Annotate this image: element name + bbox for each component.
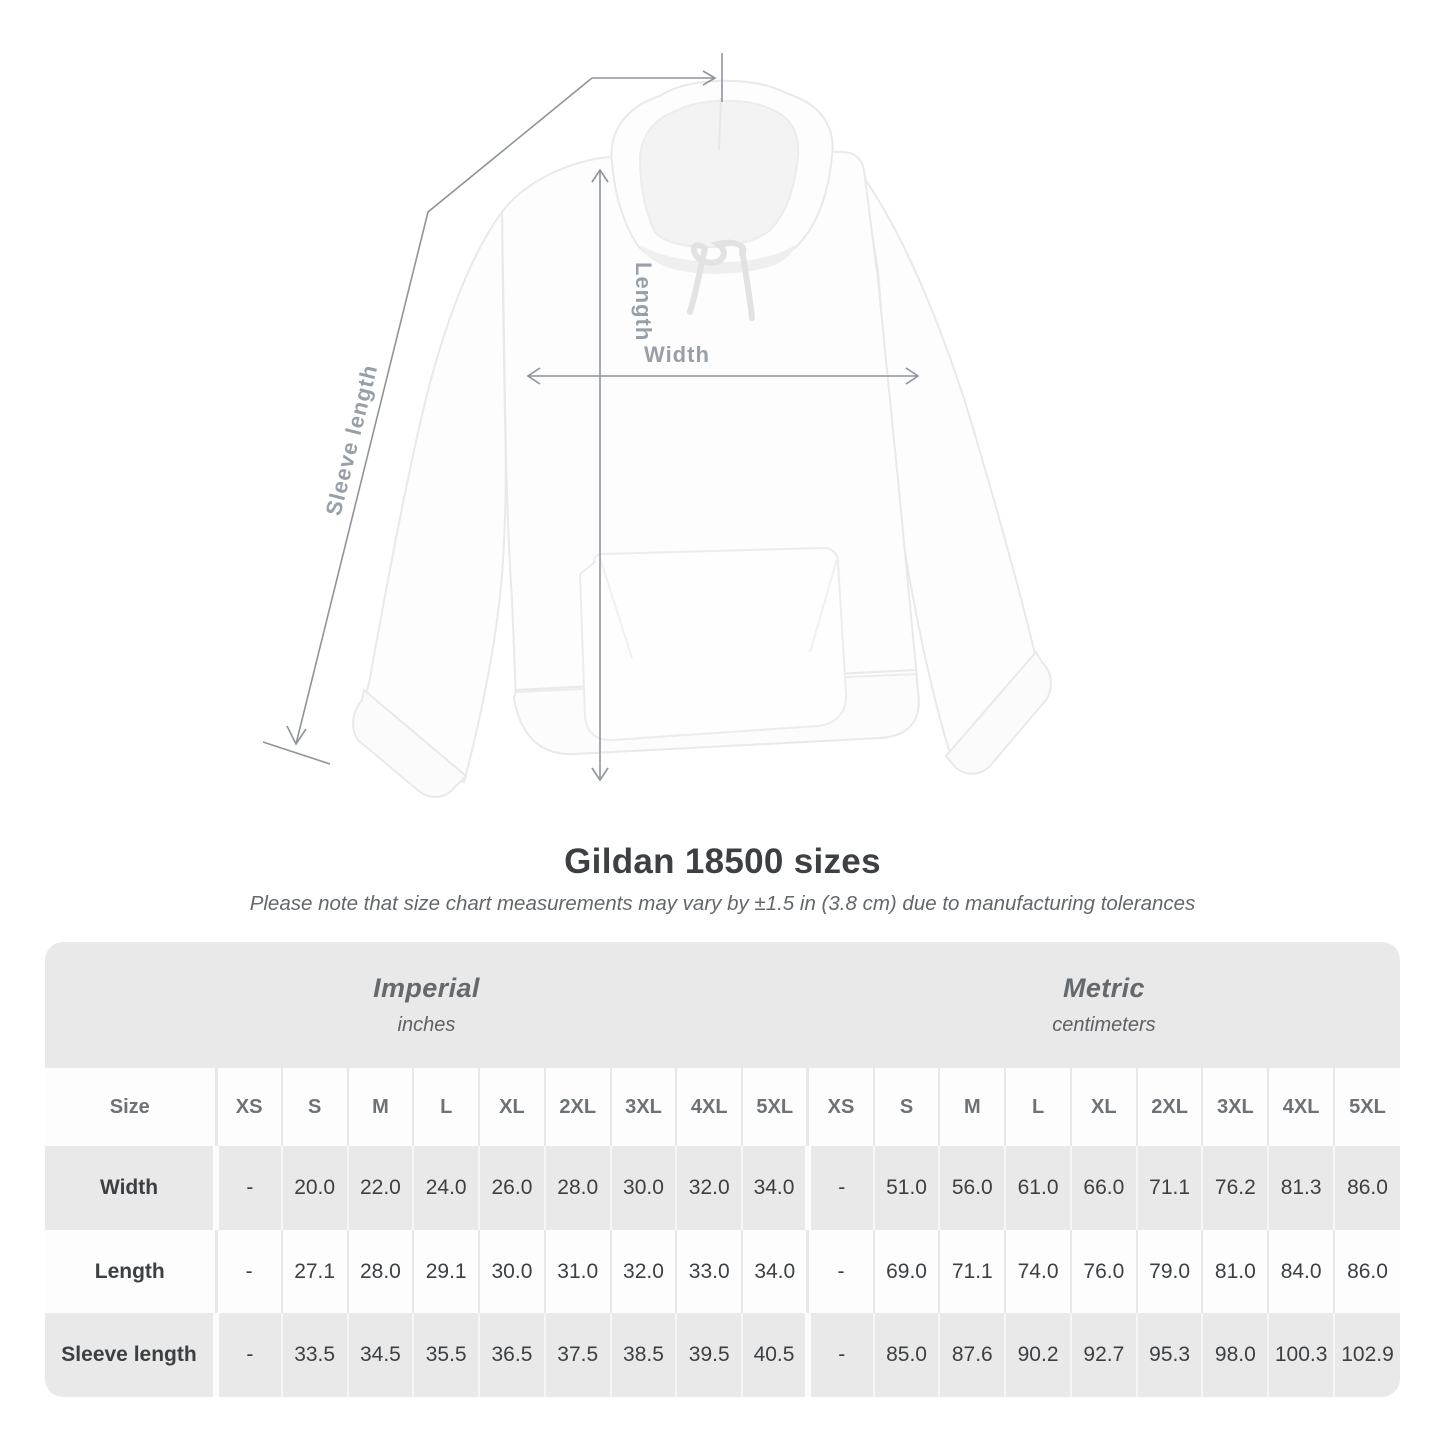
metric-value-cell: 71.1	[1137, 1146, 1203, 1230]
width-row	[45, 1146, 1400, 1230]
metric-value-cell: 98.0	[1202, 1313, 1268, 1397]
metric-value-cell: 100.3	[1268, 1313, 1334, 1397]
imperial-value-cell: -	[216, 1313, 282, 1397]
imperial-size-col-3xl: 3XL	[611, 1068, 677, 1146]
imperial-value-cell: 33.0	[676, 1230, 742, 1313]
size-table-grid	[45, 942, 1400, 1397]
imperial-value-cell: -	[216, 1146, 282, 1230]
metric-value-cell: 81.3	[1268, 1146, 1334, 1230]
imperial-group-header	[45, 942, 808, 1068]
imperial-value-cell: 39.5	[676, 1313, 742, 1397]
metric-value-cell: 81.0	[1202, 1230, 1268, 1313]
metric-value-cell: 56.0	[939, 1146, 1005, 1230]
metric-value-cell: 84.0	[1268, 1230, 1334, 1313]
metric-size-col-xl: XL	[1071, 1068, 1137, 1146]
imperial-value-cell: 34.5	[348, 1313, 414, 1397]
size-header-cell: Size	[45, 1068, 216, 1146]
metric-size-col-5xl: 5XL	[1334, 1068, 1400, 1146]
unit-group-row	[45, 942, 1400, 1068]
metric-value-cell: 95.3	[1137, 1313, 1203, 1397]
metric-value-cell: 66.0	[1071, 1146, 1137, 1230]
imperial-value-cell: 28.0	[545, 1146, 611, 1230]
imperial-value-cell: 32.0	[676, 1146, 742, 1230]
metric-value-cell: 74.0	[1005, 1230, 1071, 1313]
metric-value-cell: 87.6	[939, 1313, 1005, 1397]
imperial-value-cell: 40.5	[742, 1313, 808, 1397]
metric-value-cell: -	[808, 1313, 874, 1397]
imperial-value-cell: 32.0	[611, 1230, 677, 1313]
imperial-value-cell: 35.5	[413, 1313, 479, 1397]
metric-group-label: Metric	[1062, 973, 1145, 1003]
imperial-size-col-2xl: 2XL	[545, 1068, 611, 1146]
metric-value-cell: 102.9	[1334, 1313, 1400, 1397]
page-title: Gildan 18500 sizes	[564, 842, 881, 881]
imperial-value-cell: 30.0	[479, 1230, 545, 1313]
imperial-value-cell: 36.5	[479, 1313, 545, 1397]
metric-size-col-xs: XS	[808, 1068, 874, 1146]
size-table	[45, 942, 1400, 1397]
imperial-value-cell: 27.1	[282, 1230, 348, 1313]
hoodie-kangaroo-pocket	[580, 548, 846, 740]
metric-value-cell: -	[808, 1230, 874, 1313]
size-header-row	[45, 1068, 1400, 1146]
metric-value-cell: -	[808, 1146, 874, 1230]
length-row-label: Length	[45, 1230, 216, 1313]
metric-group-sublabel: centimeters	[1052, 1014, 1156, 1036]
imperial-value-cell: -	[216, 1230, 282, 1313]
sleeve-length-row-label: Sleeve length	[45, 1313, 216, 1397]
sleeve-length-measure-label: Sleeve length	[320, 361, 383, 519]
imperial-value-cell: 20.0	[282, 1146, 348, 1230]
metric-value-cell: 85.0	[874, 1313, 940, 1397]
imperial-size-col-4xl: 4XL	[676, 1068, 742, 1146]
hoodie-left-sleeve	[362, 212, 506, 782]
metric-size-col-3xl: 3XL	[1202, 1068, 1268, 1146]
metric-value-cell: 86.0	[1334, 1146, 1400, 1230]
metric-size-col-l: L	[1005, 1068, 1071, 1146]
metric-value-cell: 86.0	[1334, 1230, 1400, 1313]
length-row	[45, 1230, 1400, 1313]
metric-value-cell: 79.0	[1137, 1230, 1203, 1313]
metric-value-cell: 76.0	[1071, 1230, 1137, 1313]
sleeve-length-row	[45, 1313, 1400, 1397]
length-measure-label: Length	[631, 262, 656, 342]
imperial-value-cell: 38.5	[611, 1313, 677, 1397]
imperial-value-cell: 22.0	[348, 1146, 414, 1230]
imperial-value-cell: 26.0	[479, 1146, 545, 1230]
imperial-value-cell: 37.5	[545, 1313, 611, 1397]
metric-value-cell: 51.0	[874, 1146, 940, 1230]
imperial-value-cell: 28.0	[348, 1230, 414, 1313]
imperial-size-col-xs: XS	[216, 1068, 282, 1146]
imperial-value-cell: 30.0	[611, 1146, 677, 1230]
imperial-value-cell: 24.0	[413, 1146, 479, 1230]
imperial-size-col-xl: XL	[479, 1068, 545, 1146]
metric-size-col-s: S	[874, 1068, 940, 1146]
metric-value-cell: 90.2	[1005, 1313, 1071, 1397]
imperial-value-cell: 33.5	[282, 1313, 348, 1397]
metric-group-header	[808, 942, 1400, 1068]
metric-size-col-4xl: 4XL	[1268, 1068, 1334, 1146]
tolerance-note: Please note that size chart measurements may vary by ±1.5 in (3.8 cm) due to manufacturing tolerances	[249, 892, 1196, 915]
metric-value-cell: 61.0	[1005, 1146, 1071, 1230]
imperial-size-col-l: L	[413, 1068, 479, 1146]
imperial-group-label: Imperial	[373, 973, 480, 1003]
imperial-value-cell: 34.0	[742, 1146, 808, 1230]
imperial-value-cell: 31.0	[545, 1230, 611, 1313]
metric-value-cell: 76.2	[1202, 1146, 1268, 1230]
imperial-size-col-m: M	[348, 1068, 414, 1146]
metric-value-cell: 92.7	[1071, 1313, 1137, 1397]
metric-value-cell: 69.0	[874, 1230, 940, 1313]
imperial-value-cell: 34.0	[742, 1230, 808, 1313]
metric-value-cell: 71.1	[939, 1230, 1005, 1313]
imperial-size-col-s: S	[282, 1068, 348, 1146]
metric-size-col-m: M	[939, 1068, 1005, 1146]
width-measure-label: Width	[644, 342, 710, 367]
width-row-label: Width	[45, 1146, 216, 1230]
imperial-size-col-5xl: 5XL	[742, 1068, 808, 1146]
imperial-value-cell: 29.1	[413, 1230, 479, 1313]
metric-size-col-2xl: 2XL	[1137, 1068, 1203, 1146]
imperial-group-sublabel: inches	[397, 1014, 456, 1036]
